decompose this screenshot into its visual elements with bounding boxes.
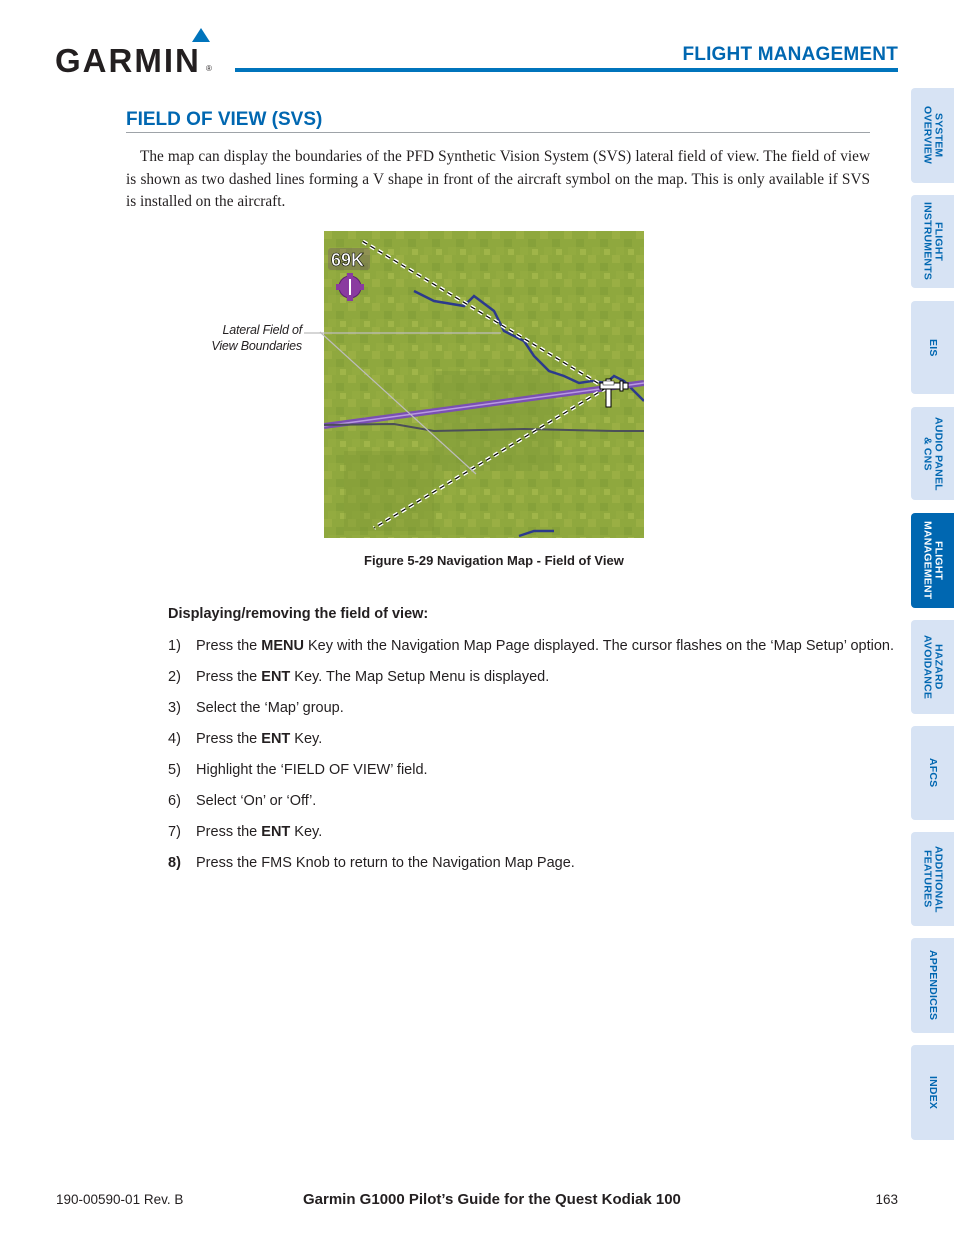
step-text	[196, 793, 316, 809]
callout-leaders	[300, 320, 520, 480]
step-text-pre: Press the	[196, 731, 262, 747]
step-text-pre: Press the	[196, 669, 262, 685]
tab-afcs[interactable]	[911, 726, 954, 820]
garmin-logo	[55, 28, 220, 78]
step-text	[196, 855, 575, 871]
step-text	[196, 824, 322, 840]
step-number: 5)	[168, 762, 181, 778]
step-text	[196, 638, 894, 654]
step-text-pre: Press the	[196, 824, 262, 840]
step-text-post: Key.	[290, 824, 323, 840]
callout-label: Lateral Field of View Boundaries	[211, 323, 302, 353]
step-key-name: ENT	[261, 731, 291, 747]
tab-additional-features[interactable]	[911, 832, 954, 926]
step-text	[196, 731, 322, 747]
step-key-name: ENT	[261, 669, 291, 685]
tab-flight-instruments[interactable]	[911, 195, 954, 288]
doc-number: 190-00590-01 Rev. B	[56, 1192, 184, 1207]
tab-index[interactable]	[911, 1045, 954, 1140]
page-title: FIELD OF VIEW (SVS)	[126, 109, 323, 130]
step-text-post: Key.	[290, 731, 323, 747]
title-rule	[126, 132, 870, 133]
step-key-name: ENT	[261, 824, 291, 840]
step-text-pre: Press the FMS Knob to return to the Navigation Map Page.	[196, 855, 575, 871]
step-text-pre: Select ‘On’ or ‘Off’.	[196, 793, 317, 809]
tab-label: INDEX	[927, 1075, 939, 1110]
step-text	[196, 700, 344, 716]
section-header: FLIGHT MANAGEMENT	[682, 44, 898, 65]
step-text-pre: Press the	[196, 638, 262, 654]
tab-eis[interactable]	[911, 301, 954, 394]
step-text-pre: Select the ‘Map’ group.	[196, 700, 344, 716]
tab-label: FLIGHT MANAGEMENT	[921, 521, 945, 600]
procedure-title: Displaying/removing the field of view:	[168, 606, 429, 622]
logo-text: GARMIN	[55, 42, 201, 79]
step-number: 2)	[168, 669, 181, 685]
tab-label: EIS	[927, 338, 939, 357]
step-number: 7)	[168, 824, 181, 840]
step-text-pre: Highlight the ‘FIELD OF VIEW’ field.	[196, 762, 428, 778]
logo-triangle-icon	[192, 28, 210, 42]
tab-label: FLIGHT INSTRUMENTS	[921, 202, 945, 281]
step-number: 8)	[168, 855, 181, 871]
tab-flight-management[interactable]	[911, 513, 954, 608]
tab-label: AUDIO PANEL & CNS	[921, 416, 945, 491]
map-label: 69K	[331, 250, 365, 270]
tab-label: HAZARD AVOIDANCE	[921, 634, 945, 700]
step-text-post: Key. The Map Setup Menu is displayed.	[290, 669, 550, 685]
tab-label: APPENDICES	[927, 950, 939, 1021]
tab-label: ADDITIONAL FEATURES	[921, 845, 945, 913]
guide-title: Garmin G1000 Pilot’s Guide for the Quest Kodiak 100	[303, 1191, 681, 1208]
page-number: 163	[875, 1192, 898, 1207]
step-number: 4)	[168, 731, 181, 747]
step-key-name: MENU	[261, 638, 304, 654]
step-number: 3)	[168, 700, 181, 716]
step-text	[196, 669, 549, 685]
tab-audio-panel-cns[interactable]	[911, 407, 954, 500]
figure-caption: Figure 5-29 Navigation Map - Field of View	[364, 553, 624, 568]
step-number: 6)	[168, 793, 181, 809]
step-text	[196, 762, 428, 778]
tab-appendices[interactable]	[911, 938, 954, 1033]
tab-hazard-avoidance[interactable]	[911, 620, 954, 714]
step-number: 1)	[168, 638, 181, 654]
tab-system-overview[interactable]	[911, 88, 954, 183]
tab-label: SYSTEM OVERVIEW	[921, 106, 945, 165]
logo-registered-mark: ®	[206, 64, 212, 73]
intro-paragraph: The map can display the boundaries of the PFD Synthetic Vision System (SVS) lateral field of view. The field of view is shown as two dashed lines forming a V shape in front of the aircraft symbol on the map. This is only available if SVS is installed on the aircraft.	[126, 148, 870, 210]
header-rule	[235, 68, 898, 72]
tab-label: AFCS	[927, 758, 939, 788]
step-text-post: Key with the Navigation Map Page displayed. The cursor flashes on the ‘Map Setup’ option.	[303, 638, 894, 654]
